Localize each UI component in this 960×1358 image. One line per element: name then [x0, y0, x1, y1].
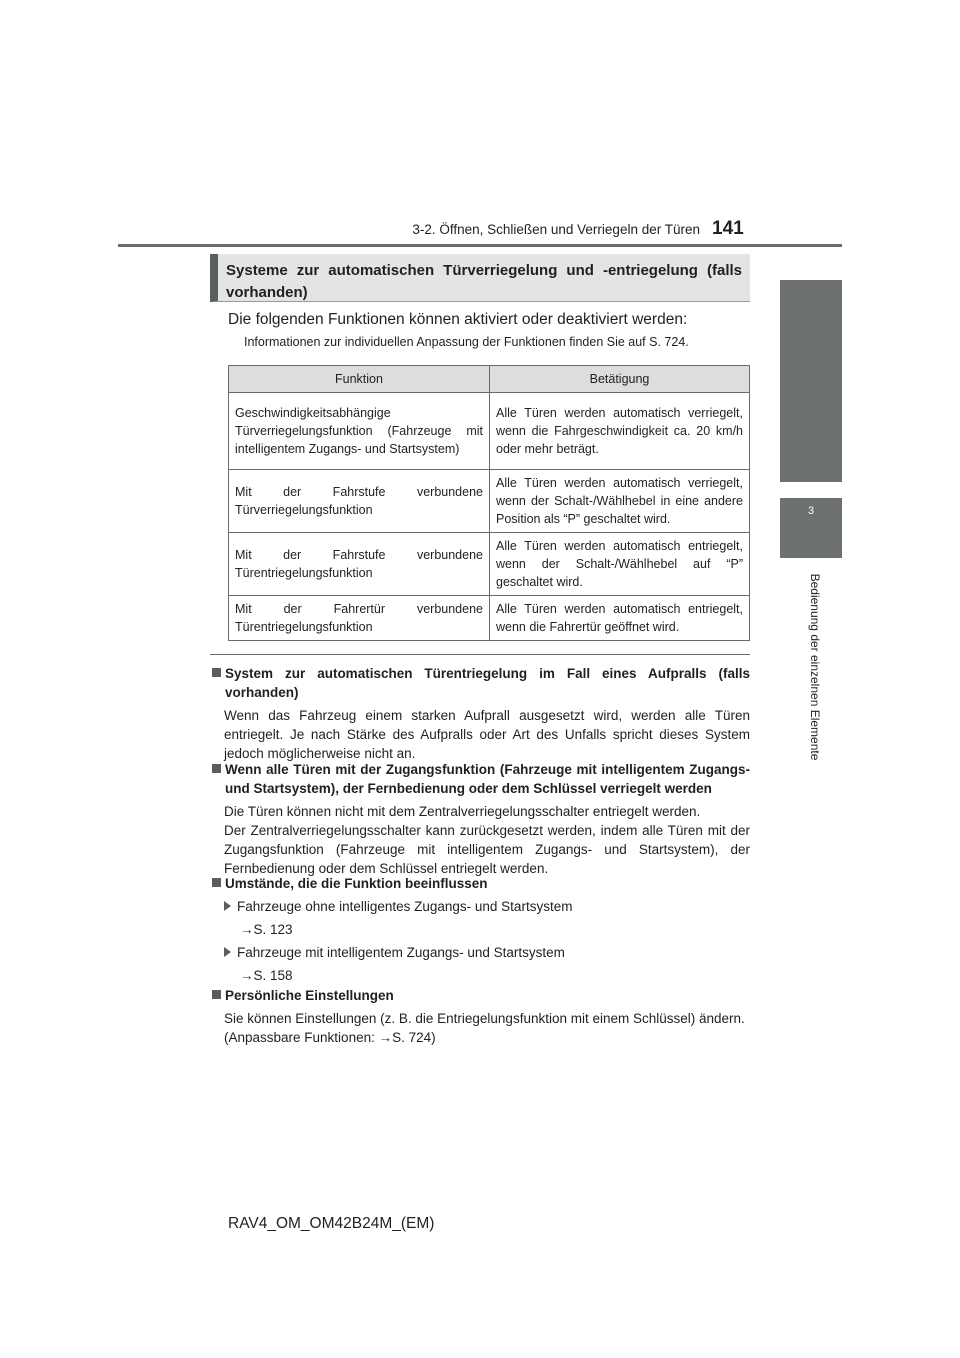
page-reference[interactable]: →S. 123	[240, 922, 293, 937]
header-section-title: 3-2. Öffnen, Schließen und Verriegeln der Türen	[412, 222, 700, 237]
square-bullet-icon	[212, 878, 221, 887]
page-reference[interactable]: →S. 158	[240, 968, 293, 983]
note-title: Wenn alle Türen mit der Zugangsfunktion (Fahrzeuge mit intelligentem Zugangs- und Startsystem), der Fernbedienung oder dem Schlüssel verriegelt werden	[225, 762, 750, 796]
note-personal-settings	[212, 986, 750, 1047]
square-bullet-icon	[212, 764, 221, 773]
note-title: Umstände, die die Funktion beeinflussen	[225, 876, 488, 891]
table-header-operation: Betätigung	[490, 366, 750, 393]
note-body: (Anpassbare Funktionen: →S. 724)	[224, 1030, 436, 1045]
intro-text: Die folgenden Funktionen können aktiviert oder deaktiviert werden:	[228, 311, 688, 328]
info-text: Informationen zur individuellen Anpassung der Funktionen finden Sie auf S. 724.	[244, 335, 689, 349]
chapter-tab	[780, 498, 842, 558]
page-number: 141	[712, 218, 744, 239]
square-bullet-icon	[212, 668, 221, 677]
note-body: Der Zentralverriegelungsschalter kann zurückgesetzt werden, indem alle Türen mit der Zugangsfunktion (Fahrzeuge mit intelligentem Zugangs- und Startsystem), der Fernbedienung oder dem Schlüssel entriegelt werden.	[224, 823, 750, 876]
triangle-bullet-icon	[224, 901, 231, 911]
table-row	[229, 393, 750, 470]
table-header-row	[229, 366, 750, 393]
table-header-function: Funktion	[229, 366, 490, 393]
list-item-text: Fahrzeuge mit intelligentem Zugangs- und Startsystem	[237, 945, 565, 960]
triangle-bullet-icon	[224, 947, 231, 957]
note-locked-doors	[212, 760, 750, 878]
table-cell-function: Geschwindigkeitsabhängige Türverriegelungsfunktion (Fahrzeuge mit intelligentem Zugangs- und Startsystem)	[229, 393, 490, 470]
table-cell-function: Mit der Fahrertür verbundene Türentriegelungsfunktion	[229, 596, 490, 641]
note-title: Persönliche Einstellungen	[225, 988, 394, 1003]
table-cell-operation: Alle Türen werden automatisch verriegelt, wenn der Schalt-/Wählhebel in eine andere Position als “P” geschaltet wird.	[490, 470, 750, 533]
header-rule	[118, 244, 842, 247]
table-cell-function: Mit der Fahrstufe verbundene Türverriegelungsfunktion	[229, 470, 490, 533]
footer-doc-id: RAV4_OM_OM42B24M_(EM)	[228, 1215, 435, 1232]
table-row	[229, 596, 750, 641]
square-bullet-icon	[212, 990, 221, 999]
note-body: Wenn das Fahrzeug einem starken Aufprall ausgesetzt wird, werden alle Türen entriegelt. Je nach Stärke des Aufpralls oder Art des Unfalls spricht dieses System jedoch möglicherweise nicht an.	[224, 708, 750, 761]
chapter-number: 3	[807, 505, 815, 517]
function-table	[228, 365, 750, 641]
note-circumstances	[212, 874, 750, 985]
note-body: Die Türen können nicht mit dem Zentralverriegelungsschalter entriegelt werden.	[224, 804, 701, 819]
table-cell-operation: Alle Türen werden automatisch entriegelt, wenn die Fahrertür geöffnet wird.	[490, 596, 750, 641]
note-body: Sie können Einstellungen (z. B. die Entriegelungsfunktion mit einem Schlüssel) ändern.	[224, 1011, 745, 1026]
list-item-text: Fahrzeuge ohne intelligentes Zugangs- und Startsystem	[237, 899, 573, 914]
notes-divider	[210, 654, 750, 655]
table-cell-operation: Alle Türen werden automatisch verriegelt, wenn die Fahrgeschwindigkeit ca. 20 km/h oder mehr beträgt.	[490, 393, 750, 470]
note-crash-unlock	[212, 664, 750, 763]
note-title: System zur automatischen Türentriegelung im Fall eines Aufpralls (falls vorhanden)	[225, 666, 750, 700]
section-heading: Systeme zur automatischen Türverriegelung und -entriegelung (falls vorhanden)	[210, 254, 750, 302]
table-cell-operation: Alle Türen werden automatisch entriegelt, wenn der Schalt-/Wählhebel auf “P” geschaltet wird.	[490, 533, 750, 596]
list-item	[212, 943, 750, 962]
table-cell-function: Mit der Fahrstufe verbundene Türentriegelungsfunktion	[229, 533, 490, 596]
chapter-title: Bedienung der einzelnen Elemente	[808, 573, 822, 761]
list-item	[212, 897, 750, 916]
table-row	[229, 533, 750, 596]
table-row	[229, 470, 750, 533]
sidebar-bar	[780, 280, 842, 482]
